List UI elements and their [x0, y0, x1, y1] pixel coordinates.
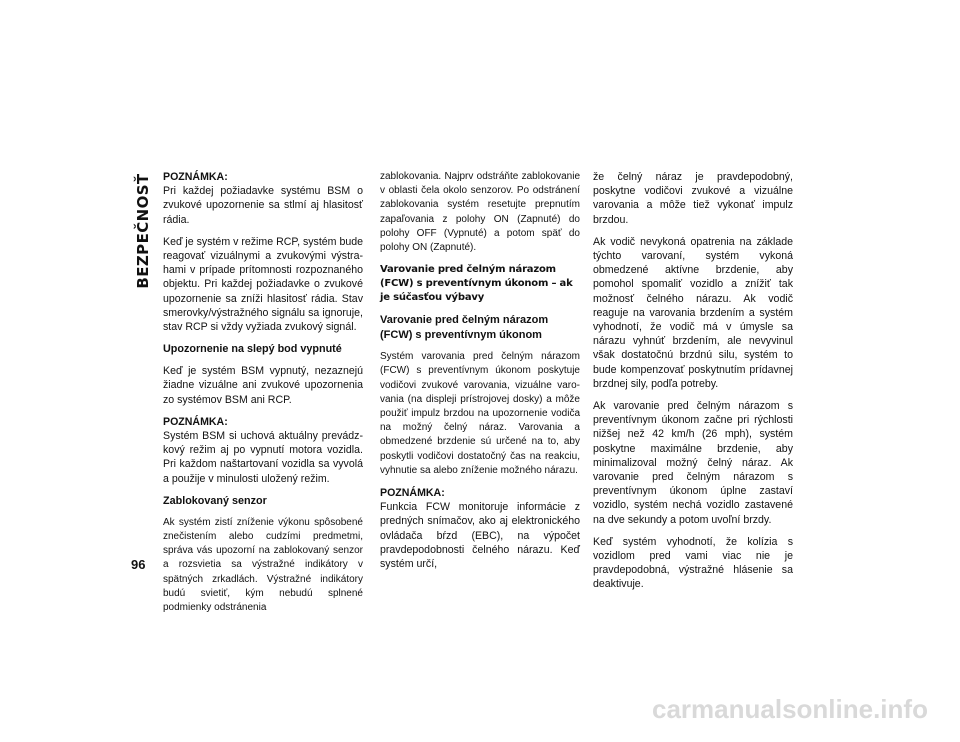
- note-title: POZNÁMKA:: [163, 171, 228, 183]
- text-column-2: [380, 170, 580, 579]
- section-heading: Varovanie pred čelným nárazom (FCW) s preventívnym úkonom: [380, 314, 549, 341]
- body-paragraph: Systém varovania pred čelným nárazom (FCW) s preventívnym úkonom poskytuje vodičovi zvukové varovania, vizuálne varovania (na displeji prístrojovej dosky) a môže použiť impulz brzdou na upozornenie vodiča na možný čelný náraz. Varovania a obmedzené brzdenie sú určené na to, aby poskytli vodičovi dostatočný čas na reakciu, vyhnutie sa alebo zníženie možného nárazu.: [380, 351, 580, 476]
- text-column-3: [593, 170, 793, 600]
- body-paragraph: že čelný náraz je pravdepodobný, poskytne vodičovi zvukové a vizuálne varovania a môže tiež vykonať impulz brzdou.: [593, 171, 793, 226]
- note-text: Funkcia FCW monitoruje informácie z predných snímačov, ako aj elektronického ovládača bŕzd (EBC), na výpočet pravdepodobnosti čelného nárazu. Keď systém určí,: [380, 501, 580, 571]
- note-title: POZNÁMKA:: [380, 487, 445, 500]
- feature-heading: Varovanie pred čelným nárazom (FCW) s preventívnym úkonom – ak je súčasťou výbavy: [380, 264, 573, 304]
- page-number: 96: [131, 557, 146, 572]
- body-paragraph: Keď je systém v režime RCP, systém bude reagovať vizuálnymi a zvukovými výstrahami v prípade prítomnosti rozpoznaného objektu. Pri každej požiadavke o zvukové upozornenie sa zníži hlasitosť rádia. Stav smerovky/výstražného signálu sa ignoruje, stav RCP si vždy vyžiada zvukový signál.: [163, 235, 364, 334]
- site-watermark: carmanualsonline.info: [652, 694, 928, 724]
- body-paragraph: Keď systém vyhodnotí, že kolízia s vozidlom pred vami viac nie je pravdepodobná, výstražné hlásenie sa deaktivuje.: [593, 535, 793, 591]
- text-column-1: [163, 170, 363, 623]
- body-paragraph: Ak vodič nevykoná opatrenia na základe týchto varovaní, systém vykoná obmedzené aktívne brzdenie, aby pomohol spomaliť vozidlo a znížiť tak možnosť čelného nárazu. Ak vodič reaguje na varovania brzdením a systém vyhodnotí, že vodič má v úmysle sa nárazu vyhnúť brzdením, ale nevyvinul však dostatočnú brzdnú silu, systém to bude kompenzovať poskytnutím prídavnej brzdnej sily, podľa potreby.: [593, 235, 793, 390]
- section-heading: Upozornenie na slepý bod vypnuté: [163, 343, 342, 356]
- body-paragraph: Keď je systém BSM vypnutý, nezaznejú žiadne vizuálne ani zvukové upozornenia zo systémov BSM ani RCP.: [163, 365, 363, 406]
- section-heading: Zablokovaný senzor: [163, 494, 267, 507]
- body-paragraph: Ak systém zistí zníženie výkonu spôsobené znečistením alebo cudzími predmetmi, správa vás upozorní na zablokovaný senzor a rozsvietia sa výstražné indikátory v spätných zrkadlách. Výstražné indikátory budú svietiť, kým nebudú splnené podmienky odstránenia: [163, 516, 363, 614]
- note-paragraph: [163, 415, 363, 486]
- body-paragraph: zablokovania. Najprv odstráňte zablokovanie v oblasti čela okolo senzorov. Po odstránení zablokovania systém resetujte prepnutím zapaľovania z polohy ON (Zapnuté) do polohy OFF (Vypnuté) a potom späť do polohy ON (Zapnuté).: [380, 171, 580, 254]
- note-text: Systém BSM si uchová aktuálny prevádzkový režim aj po vypnutí motora vozidla. Pri každom naštartovaní vozidla sa vyvolá a použije v minulosti uložený režim.: [163, 430, 363, 485]
- body-paragraph: Ak varovanie pred čelným nárazom s preventívnym úkonom začne pri rýchlosti nižšej než 42 km/h (26 mph), systém poskytne maximálne brzdenie, aby minimalizoval možný čelný náraz. Ak varovanie pred čelným nárazom s preventívnym úkonom úplne zastaví vozidlo, systém nechá vozidlo zastavené na dve sekundy a potom uvoľní brzdy.: [593, 400, 793, 526]
- note-paragraph: [163, 170, 363, 227]
- note-paragraph: [380, 486, 580, 571]
- note-text: Pri každej požiadavke systému BSM o zvukové upozornenie sa stlmí aj hlasitosť rádia.: [163, 185, 363, 226]
- note-title: POZNÁMKA:: [163, 415, 228, 428]
- section-tab-label: BEZPEČNOSŤ: [134, 173, 152, 289]
- section-side-tab: [128, 173, 158, 289]
